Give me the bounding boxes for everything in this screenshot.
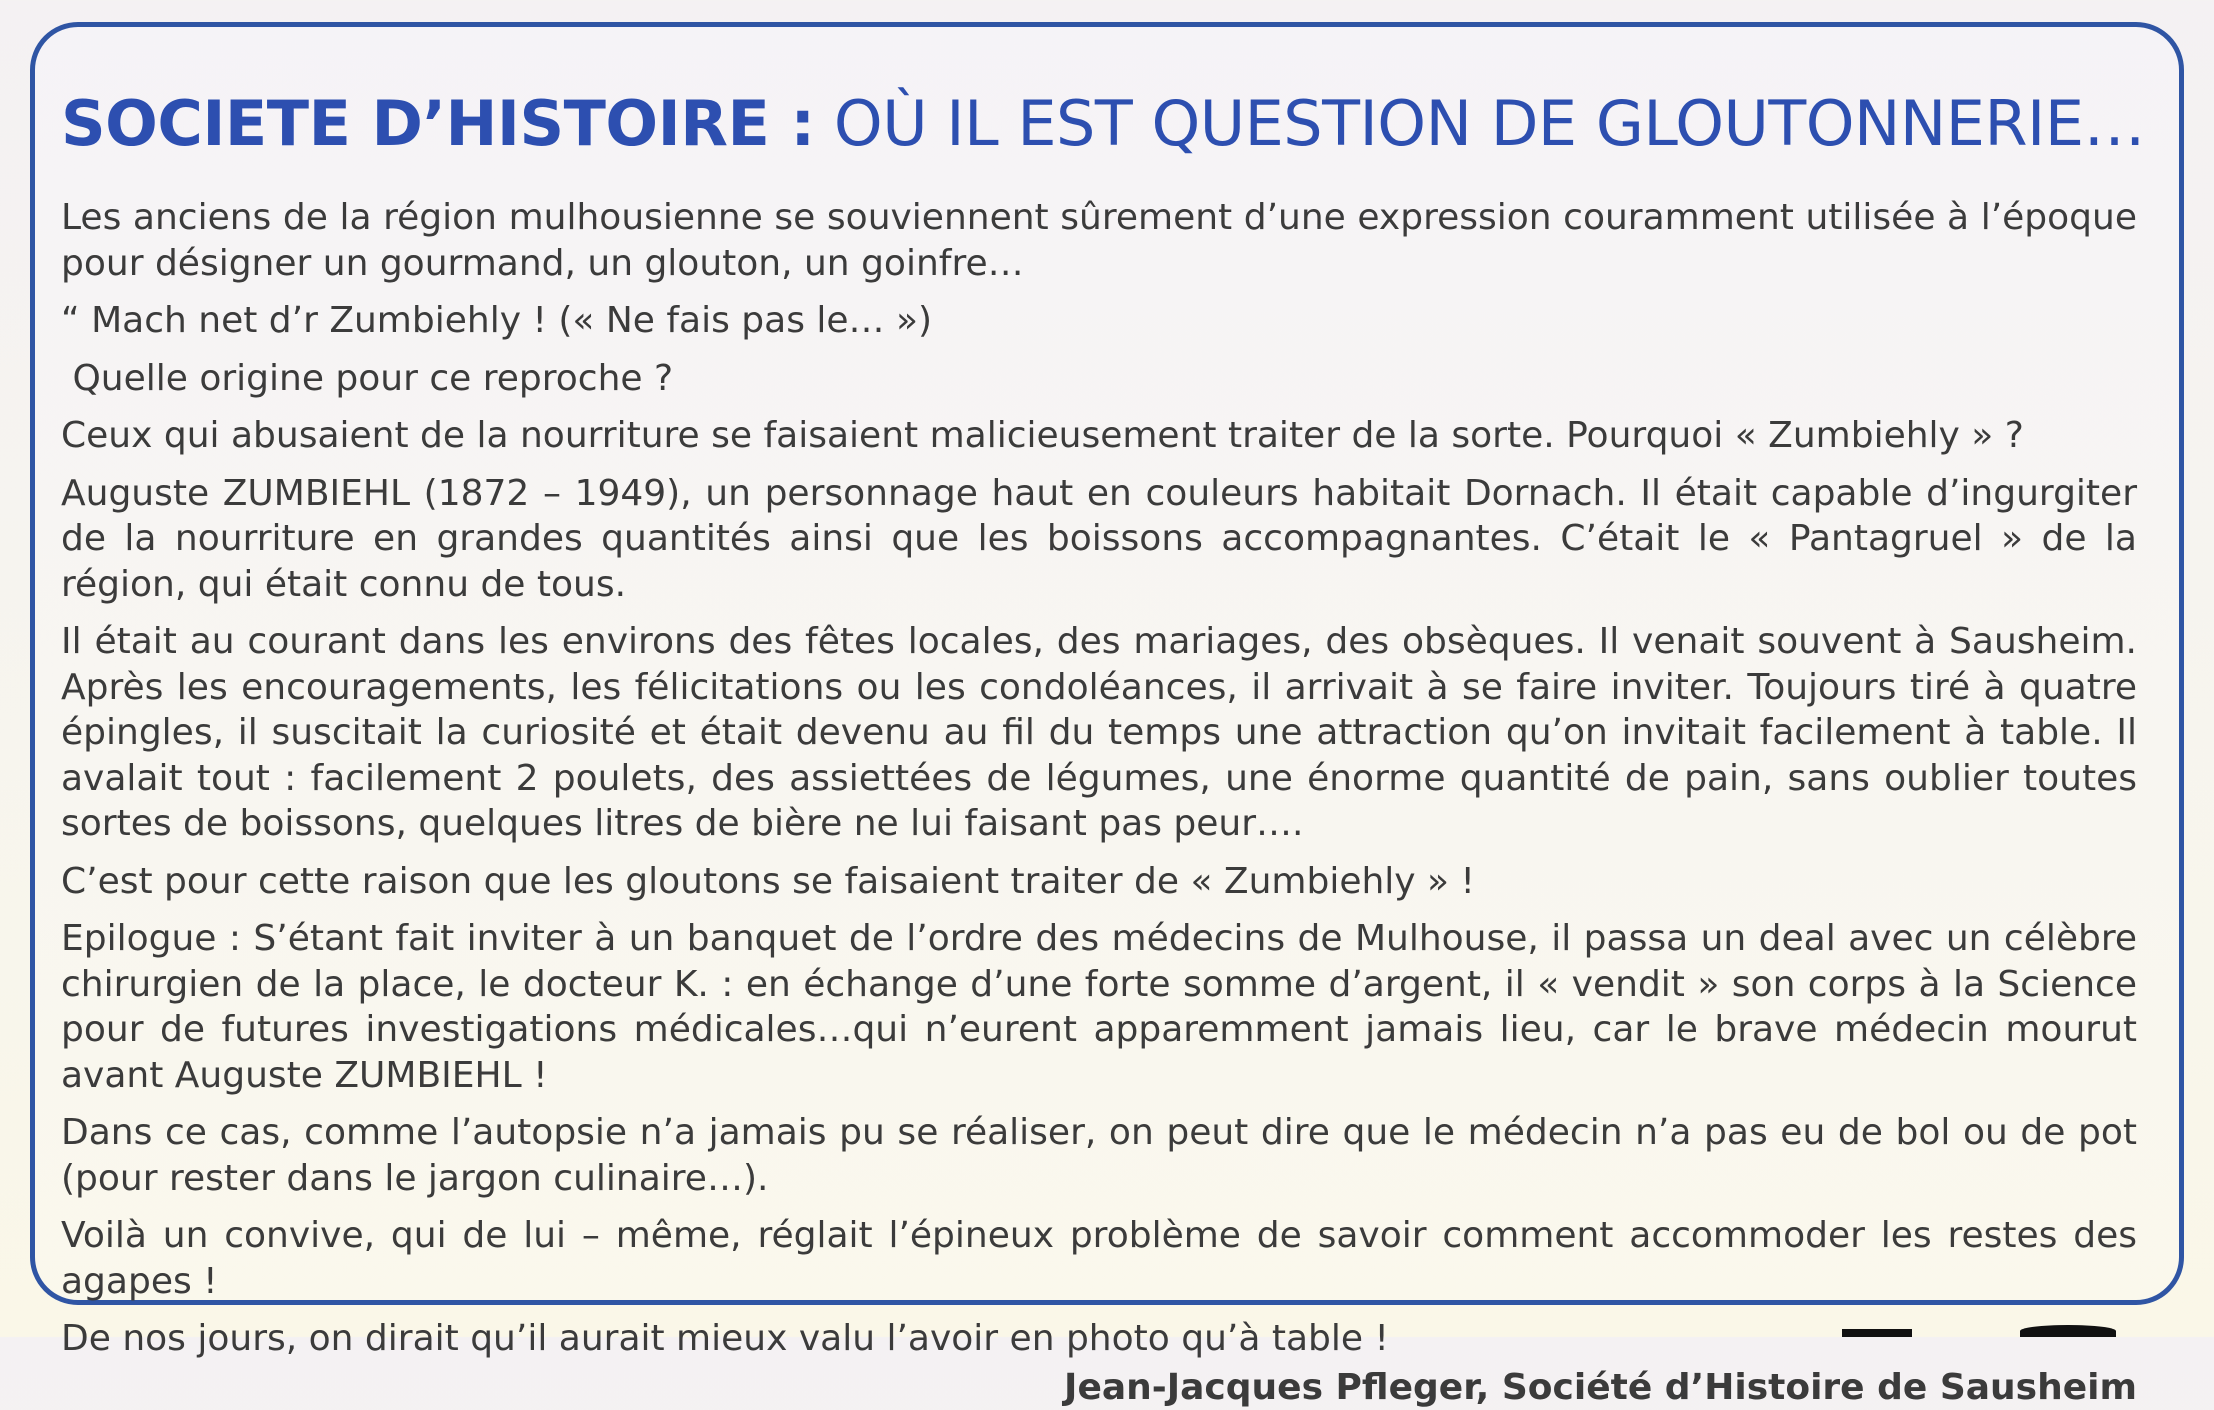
page-edge-mark xyxy=(1842,1329,1912,1337)
author-signature: Jean-Jacques Pfleger, Société d’Histoire de Sausheim xyxy=(1064,1366,2137,1408)
paragraph-intro: Les anciens de la région mulhousienne se souviennent sûrement d’une expression couramment utilisée à l’époque pour désigner un gourmand, un glouton, un goinfre… xyxy=(61,197,2137,284)
paragraph-quote: “ Mach net d’r Zumbiehly ! (« Ne fais pas le… ») xyxy=(61,300,933,341)
title-light-part: OÙ IL EST QUESTION DE GLOUTONNERIE… xyxy=(833,87,2146,160)
paragraph-epilogue: Epilogue : S’étant fait inviter à un banquet de l’ordre des médecins de Mulhouse, il passa un deal avec un célèbre chirurgien de la place, le docteur K. : en échange d’une forte somme d’argent, il « vendit » son corps à la Science pour de futures investigations médicales…qui n’eurent apparemment jamais lieu, car le brave médecin mourut avant Auguste ZUMBIEHL ! xyxy=(61,918,2137,1096)
paragraph-question: Quelle origine pour ce reproche ? xyxy=(61,357,674,399)
title-bold-part: SOCIETE D’HISTOIRE : xyxy=(61,87,815,160)
page-edge-mark xyxy=(2020,1325,2116,1337)
article-box xyxy=(30,22,2184,1408)
article-body xyxy=(61,195,2137,1362)
paragraph-habits: Il était au courant dans les environs des fêtes locales, des mariages, des obsèques. Il venait souvent à Sausheim. Après les encouragements, les félicitations ou les condoléances, il arrivait à se faire inviter. Toujours tiré à quatre épingles, il suscitait la curiosité et était devenu au fil du temps une attraction qu’on invitait facilement à table. Il avalait tout : facilement 2 poulets, des assiettées de légumes, une énorme quantité de pain, sans oublier toutes sortes de boissons, quelques litres de bière ne lui faisant pas peur…. xyxy=(61,621,2137,844)
paragraph-autopsy: Dans ce cas, comme l’autopsie n’a jamais pu se réaliser, on peut dire que le médecin n’a pas eu de bol ou de pot (pour rester dans le jargon culinaire…). xyxy=(61,1112,2137,1199)
paragraph-explanation: Ceux qui abusaient de la nourriture se faisaient malicieusement traiter de la sorte. Pourquoi « Zumbiehly » ? xyxy=(61,415,2024,456)
paragraph-conclusion: De nos jours, on dirait qu’il aurait mieux valu l’avoir en photo qu’à table ! xyxy=(61,1318,1389,1359)
article-title xyxy=(61,87,2146,160)
paragraph-convive: Voilà un convive, qui de lui – même, réglait l’épineux problème de savoir comment accommoder les restes des agapes ! xyxy=(61,1215,2137,1302)
paragraph-reason: C’est pour cette raison que les gloutons se faisaient traiter de « Zumbiehly » ! xyxy=(61,860,1475,902)
paragraph-auguste: Auguste ZUMBIEHL (1872 – 1949), un personnage haut en couleurs habitait Dornach. Il était capable d’ingurgiter de la nourriture en grandes quantités ainsi que les boissons accompagnantes. C’était le « Pantagruel » de la région, qui était connu de tous. xyxy=(61,472,2137,605)
